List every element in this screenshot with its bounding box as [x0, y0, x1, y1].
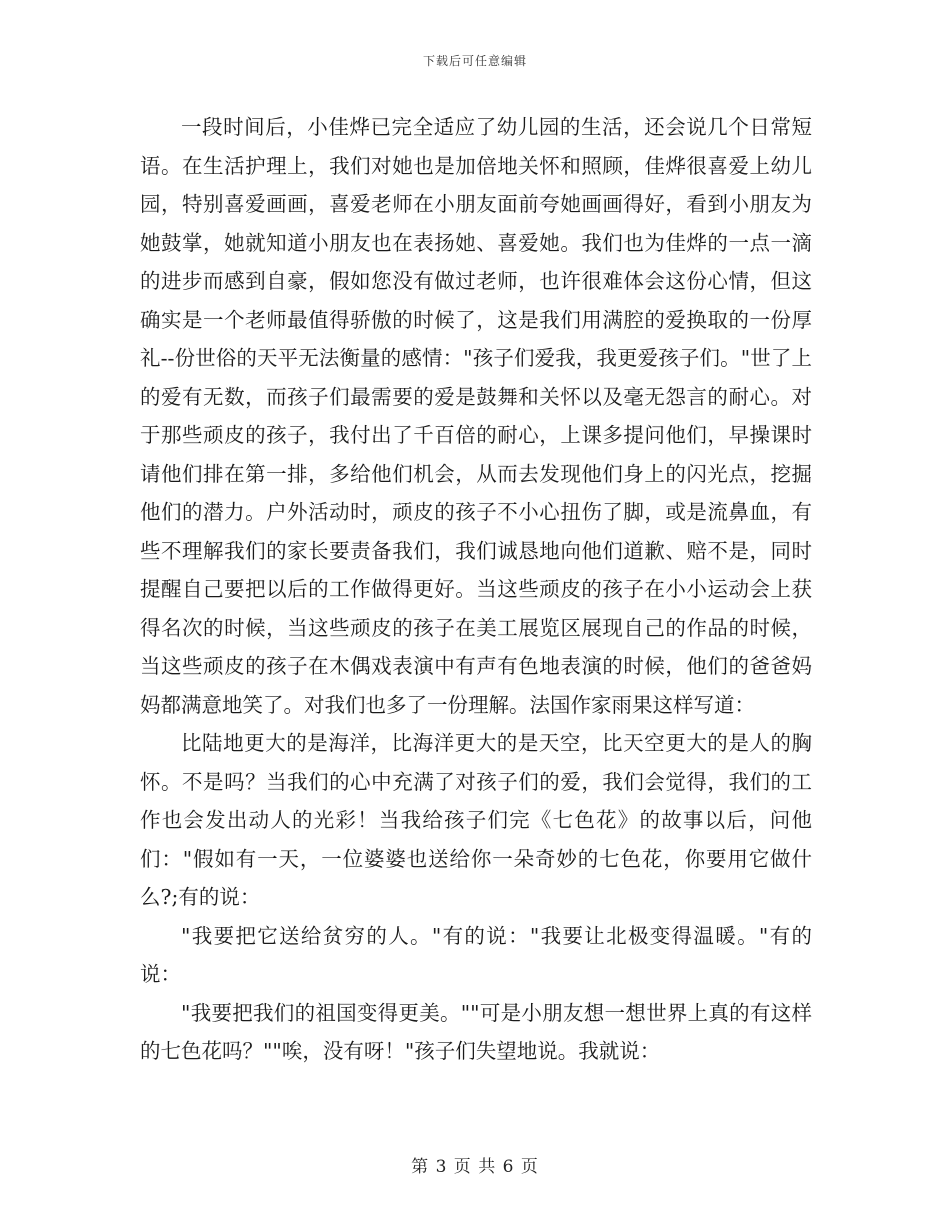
- page-number-footer: 第 3 页 共 6 页: [411, 1157, 539, 1177]
- paragraph-2: 比陆地更大的是海洋，比海洋更大的是天空，比天空更大的是人的胸怀。不是吗？当我们的心中充满了对孩子们的爱，我们会觉得，我们的工作也会发出动人的光彩！当我给孩子们完《七色花》的故事以后，问他们："假如有一天，一位婆婆也送给你一朵奇妙的七色花，你要用它做什么?;有的说：: [140, 731, 812, 909]
- paragraph-1: 一段时间后，小佳烨已完全适应了幼儿园的生活，还会说几个日常短语。在生活护理上，我们对她也是加倍地关怀和照顾，佳烨很喜爱上幼儿园，特别喜爱画画，喜爱老师在小朋友面前夸她画画得好，看到小朋友为她鼓掌，她就知道小朋友也在表扬她、喜爱她。我们也为佳烨的一点一滴的进步而感到自豪，假如您没有做过老师，也许很难体会这份心情，但这确实是一个老师最值得骄傲的时候了，这是我们用满腔的爱换取的一份厚礼--份世俗的天平无法衡量的感情："孩子们爱我，我更爱孩子们。"世了上的爱有无数，而孩子们最需要的爱是鼓舞和关怀以及毫无怨言的耐心。对于那些顽皮的孩子，我付出了千百倍的耐心，上课多提问他们，早操课时请他们排在第一排，多给他们机会，从而去发现他们身上的闪光点，挖掘他们的潜力。户外活动时，顽皮的孩子不小心扭伤了脚，或是流鼻血，有些不理解我们的家长要责备我们，我们诚恳地向他们道歉、赔不是，同时提醒自己要把以后的工作做得更好。当这些顽皮的孩子在小小运动会上获得名次的时候，当这些顽皮的孩子在美工展览区展现自己的作品的时候，当这些顽皮的孩子在木偶戏表演中有声有色地表演的时候，他们的爸爸妈妈都满意地笑了。对我们也多了一份理解。法国作家雨果这样写道：: [140, 115, 812, 717]
- document-body: [140, 108, 812, 1071]
- page-header: 下载后可任意编辑: [422, 54, 527, 68]
- paragraph-3: "我要把它送给贫穷的人。"有的说："我要让北极变得温暖。"有的说：: [140, 923, 812, 986]
- paragraph-4: "我要把我们的祖国变得更美。""可是小朋友想一想世界上真的有这样的七色花吗？""唉，没有呀！"孩子们失望地说。我就说：: [140, 1000, 812, 1063]
